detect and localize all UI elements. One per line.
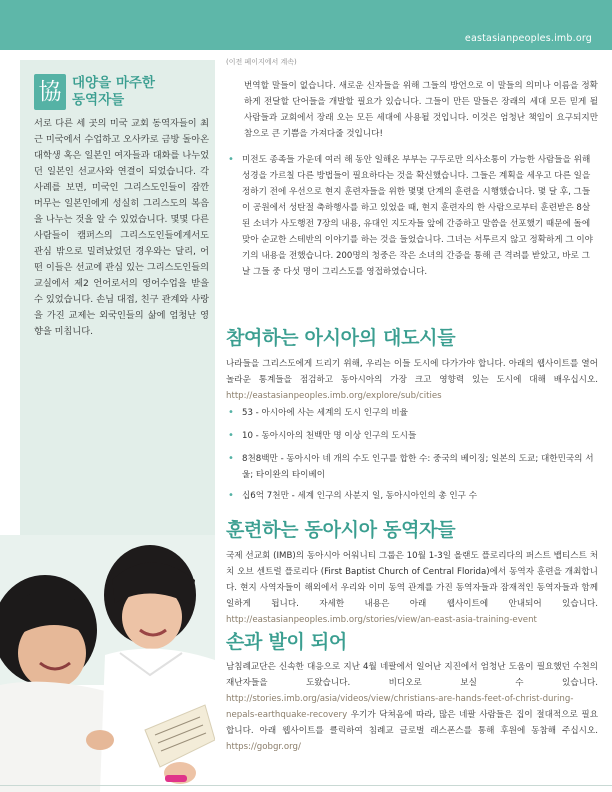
gobgr-link[interactable]: https://gobgr.org/	[226, 742, 301, 752]
intro-paragraph: 번역할 말들이 없습니다. 새로운 신자들을 위해 그들의 방언으로 이 말들의 의미나 이름을 정확하게 전달할 단어들을 개발할 필요가 있습니다. 그들이 만든 말들은 장래의 세대 모든 믿게 될 사람들과 교회에서 장래 오는 모든 세대에 사용될 것입니다. 이것은 엄청난 책임이 요구되지만 참으로 큰 기쁨을 가져다줄 것입니다!	[244, 81, 598, 139]
video-link[interactable]: http://stories.imb.org/asia/videos/view/christians-are-hands-feet-of-christ-during-nepals-earthquake-recovery	[226, 694, 574, 720]
stat-text-4: 십6억 7천만 - 세계 인구의 사분지 일, 동아시아인의 총 인구 수	[242, 491, 478, 501]
bullet-dot-icon: •	[228, 407, 234, 418]
continued-note: (이전 페이지에서 계속)	[226, 58, 297, 66]
training-body-text: 국제 선교회 (IMB)의 동아시아 어워니티 그룹은 10월 1-3일 올랜도 플로리다의 퍼스트 뱁티스트 처치 오브 센트럴 플로리다 (First Baptist Church of Central Florida)에서 동역자 훈련을 개최합니다. 현지 사역자들이 해외에서 우리와 이미 동역 관계를 가진 동역자들과 잠재적인 동역자들과 함께 일하게 됩니다. 자세한 내용은 아래 웹사이트에 안내되어 있습니다.	[226, 551, 598, 609]
stat-text-3: 8천8백만 - 동아시아 네 개의 수도 인구를 합한 수: 중국의 베이징; 일본의 도쿄; 대한민국의 서울; 타이완의 타이베이	[242, 454, 594, 480]
cities-body	[226, 356, 598, 404]
cities-body-text: 나라들을 그리스도에게 드리기 위해, 우리는 이들 도시에 다가가야 합니다. 아래의 웹사이트를 열어 놀라운 통계들을 점검하고 동아시아의 가장 크고 영향력 있는 도시에 대해 배우십시오.	[226, 359, 598, 385]
students-photo	[0, 535, 215, 792]
kanji-glyph: 協	[38, 79, 62, 105]
stat-text-1: 53 - 아시아에 사는 세계의 도시 인구의 비율	[242, 408, 408, 418]
bottom-divider	[0, 785, 612, 786]
kanji-logo-icon	[34, 74, 66, 110]
training-link[interactable]: http://eastasianpeoples.imb.org/stories/view/an-east-asia-training-event	[226, 615, 537, 625]
sidebar-title-line1: 대양을 마주한	[72, 75, 155, 91]
bullet-dot-icon: •	[228, 430, 234, 441]
sidebar-header	[34, 74, 209, 114]
story-bullet-text: 미전도 종족들 가운데 여러 해 동안 일해온 부부는 구두로만 의사소통이 가능한 사람들을 위해 성경을 가르칠 다른 방법들이 필요하다는 것을 확신했습니다. 그들은 계획을 세우고 다른 일을 정하기 전에 우선으로 현지 훈련자들을 위한 몇몇 단계의 훈련을 시행했습니다. 몇 달 후, 그들이 공원에서 성탄절 축하행사를 하고 있었을 때, 현지 훈련자의 한 사람으로부터 훈련받은 8살 된 소녀가 사도행전 7장의 내용, 유대인 지도자들 앞에 간증하고 말씀을 선포했기 때문에 돌에 맞아 순교한 스테반의 이야기를 하는 것을 들었습니다. 그녀는 서투르지 않고 정확하게 그 이야기의 내용을 전했습니다. 200명의 청중은 작은 소녀의 간증을 통해 큰 격려를 받았고, 바로 그날 그들 중 다섯 명이 그리스도를 영접하였습니다.	[242, 155, 593, 277]
hands-feet-body-text: 남침례교단은 신속한 대응으로 지난 4월 네팔에서 일어난 지진에서 엄청난 도움이 필요했던 수천의 재난자들을 도왔습니다. 비디오로 보실 수 있습니다.	[226, 662, 598, 688]
hands-feet-body	[226, 659, 598, 755]
cities-link[interactable]: http://eastasianpeoples.imb.org/explore/sub/cities	[226, 391, 442, 401]
section-heading-cities: 참여하는 아시아의 대도시들	[226, 327, 456, 349]
top-banner	[0, 0, 612, 50]
bullet-dot-icon: •	[228, 154, 234, 165]
sidebar-title-line2: 동역자들	[72, 92, 125, 108]
sidebar-body: 서로 다른 세 곳의 미국 교회 동역자들이 최근 미국에서 수업하고 오사카로 금방 돌아온 대학생 혹은 일본인 여자들과 대화를 나누었던 일본인 선교사와 연결이 되었습니다. 각 사례를 보면, 미국인 그리스도인들이 잠깐 머무는 일본인에게 성실히 그리스도의 복음을 나누는 것을 알 수 있었습니다. 몇몇 다른 사람들이 캠퍼스의 그리스도인들에게서도 관심 밖으로 밀려났었던 경우와는 달리, 어떤 이들은 선교에 관심 있는 그리스도인들의 교실에서 제2 언어로서의 영어수업을 받을 수 있었습니다. 손님 대접, 친구 관계와 사랑을 가진 교제는 외국인들의 삶에 엄청난 영향을 미칩니다.	[34, 118, 209, 337]
bullet-dot-icon: •	[228, 453, 234, 464]
hands-feet-body-text-2: 우기가 닥쳐옴에 따라, 많은 네팔 사람들은 집이 절대적으로 필요합니다. 아래 웹사이트를 클릭하여 침례교 글로벌 래스폰스를 통해 후원에 동참해 주십시오.	[226, 710, 598, 736]
section-heading-training: 훈련하는 동아시아 동역자들	[226, 519, 456, 541]
stat-text-2: 10 - 동아시아의 천백만 명 이상 인구의 도시들	[242, 431, 417, 441]
section-heading-hands-feet: 손과 발이 되어	[226, 631, 347, 653]
training-body	[226, 548, 598, 628]
students-photo-illustration	[0, 535, 215, 792]
bullet-dot-icon: •	[228, 490, 234, 501]
sidebar-title	[72, 75, 155, 109]
site-url[interactable]: eastasianpeoples.imb.org	[464, 33, 592, 44]
